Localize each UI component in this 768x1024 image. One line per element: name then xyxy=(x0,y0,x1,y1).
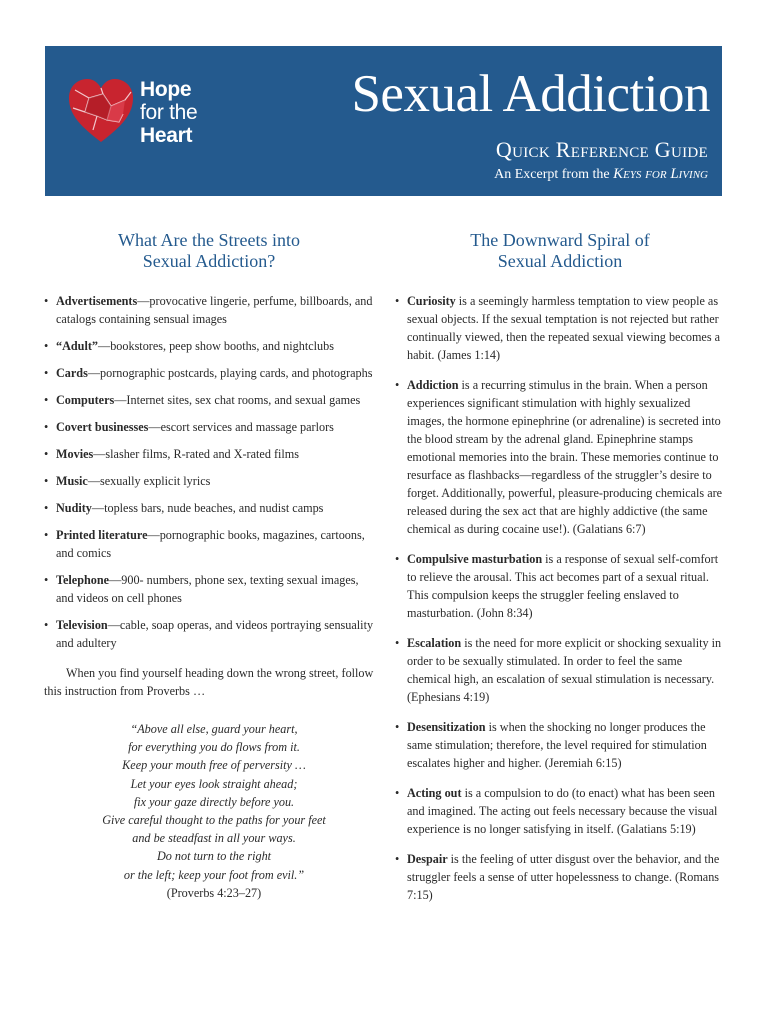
quote-line: for everything you do flows from it. xyxy=(128,740,300,755)
list-item xyxy=(44,364,374,382)
item-text: —pornographic books, magazines, cartoons, and comics xyxy=(56,528,365,560)
list-item xyxy=(395,550,725,622)
list-item xyxy=(44,391,374,409)
quote-reference: (Proverbs 4:23–27) xyxy=(166,885,262,900)
spiral-list xyxy=(395,292,725,904)
item-term: Curiosity xyxy=(407,294,456,308)
item-term: Cards xyxy=(56,366,88,380)
item-text: is when the shocking no longer produces the same stimulation; therefore, the level required for stimulation escalates higher and higher. (Jeremiah 6:15) xyxy=(407,720,707,770)
excerpt-note xyxy=(494,166,708,183)
item-term: Acting out xyxy=(407,786,462,800)
item-text: —bookstores, peep show booths, and nightclubs xyxy=(98,339,334,353)
logo-text xyxy=(140,78,197,147)
logo-line: Heart xyxy=(140,124,193,147)
heading-line: The Downward Spiral of xyxy=(470,230,650,250)
page-subtitle: Quick Reference Guide xyxy=(495,137,708,162)
quote-line: Keep your mouth free of perversity … xyxy=(122,758,306,773)
item-text: is a seemingly harmless temptation to view people as sexual objects. If the sexual temptation is not rejected but rather continually viewed, then the repeated sexual viewing becomes a habit. (James 1:14) xyxy=(407,294,721,362)
hope-for-the-heart-logo xyxy=(67,78,217,188)
list-item xyxy=(44,445,374,463)
list-item xyxy=(44,292,374,328)
list-item xyxy=(395,292,725,364)
list-item xyxy=(44,526,374,562)
item-text: —900- numbers, phone sex, texting sexual images, and videos on cell phones xyxy=(56,573,359,605)
item-term: Covert businesses xyxy=(56,420,149,434)
right-column xyxy=(395,230,725,916)
left-column xyxy=(44,230,374,902)
excerpt-book: Keys for Living xyxy=(613,166,708,182)
excerpt-prefix: An Excerpt from the xyxy=(494,167,614,182)
left-heading xyxy=(44,230,374,272)
page-title: Sexual Addiction xyxy=(351,65,710,123)
logo-line: Hope xyxy=(140,78,192,101)
list-item xyxy=(44,616,374,652)
item-term: Printed literature xyxy=(56,528,148,542)
item-term: Escalation xyxy=(407,636,462,650)
item-text: is a response of sexual self-comfort to relieve the arousal. This act becomes part of a sexual ritual. This compulsion keeps the struggler feeling enslaved to masturbation. (John 8:34) xyxy=(407,552,719,620)
item-text: is a compulsion to do (to enact) what has been seen and imagined. The acting out feels necessary because the visual experience is no longer satisfying in itself. (Galatians 5:19) xyxy=(407,786,718,836)
item-text: —cable, soap operas, and videos portraying sensuality and adultery xyxy=(56,618,374,650)
item-text: is the need for more explicit or shocking sexuality in order to be sexually stimulated. In order to feel the same chemical high, an escalation of sexual stimulation is necessary. (Ephesians 4:19) xyxy=(407,636,722,704)
item-term: Telephone xyxy=(56,573,110,587)
quote-line: Do not turn to the right xyxy=(156,849,272,864)
item-text: is a recurring stimulus in the brain. When a person experiences significant stimulation with highly sexualized images, the hormone epinephrine (or adrenaline) is secreted into the blood stream by the adrenal gland. Epinephrine stamps emotional memories into the brain. These memories continue to resurface as flashbacks—regardless of the struggler’s desire to forget. Additionally, powerful, pleasure-producing chemicals are released during the sex act that are highly addictive (the same chemical as during cocaine use!). (Galatians 6:7) xyxy=(407,378,723,536)
item-term: Computers xyxy=(56,393,115,407)
item-text: —Internet sites, sex chat rooms, and sexual games xyxy=(114,393,361,407)
item-text: —provocative lingerie, perfume, billboards, and catalogs containing sensual images xyxy=(56,294,373,326)
item-term: Movies xyxy=(56,447,94,461)
item-term: Advertisements xyxy=(56,294,138,308)
list-item xyxy=(44,571,374,607)
heading-line: Sexual Addiction? xyxy=(142,251,276,271)
heading-line: Sexual Addiction xyxy=(497,251,623,271)
item-term: “Adult” xyxy=(56,339,98,353)
list-item xyxy=(395,784,725,838)
header-banner xyxy=(45,46,722,196)
item-term: Addiction xyxy=(407,378,459,392)
item-term: Music xyxy=(56,474,88,488)
list-item xyxy=(395,376,725,538)
quote-line: or the left; keep your foot from evil.” xyxy=(123,867,305,882)
list-item xyxy=(395,634,725,706)
right-heading xyxy=(395,230,725,272)
heading-line: What Are the Streets into xyxy=(118,230,300,250)
quote-line: Let your eyes look straight ahead; xyxy=(130,776,298,791)
quote-line: “Above all else, guard your heart, xyxy=(130,722,298,736)
list-item xyxy=(44,499,374,517)
item-term: Desensitization xyxy=(407,720,486,734)
list-item xyxy=(44,472,374,490)
item-text: —pornographic postcards, playing cards, and photographs xyxy=(87,366,373,380)
item-text: —slasher films, R-rated and X-rated films xyxy=(93,447,300,461)
quote-line: fix your gaze directly before you. xyxy=(133,794,295,809)
heart-icon xyxy=(67,78,135,146)
list-item xyxy=(44,418,374,436)
item-text: is the feeling of utter disgust over the behavior, and the struggler feels a sense of utter hopelessness to change. (Romans 7:15) xyxy=(407,852,720,902)
quote-line: and be steadfast in all your ways. xyxy=(132,831,296,846)
item-text: —sexually explicit lyrics xyxy=(87,474,211,488)
streets-list xyxy=(44,292,374,652)
intro-paragraph: When you find yourself heading down the wrong street, follow this instruction from Proverbs … xyxy=(44,666,374,698)
item-text: —topless bars, nude beaches, and nudist camps xyxy=(91,501,324,515)
item-term: Despair xyxy=(407,852,448,866)
item-term: Nudity xyxy=(56,501,92,515)
list-item xyxy=(395,850,725,904)
item-term: Compulsive masturbation xyxy=(407,552,543,566)
list-item xyxy=(395,718,725,772)
item-term: Television xyxy=(56,618,108,632)
list-item xyxy=(44,337,374,355)
scripture-quote xyxy=(44,720,374,902)
item-text: —escort services and massage parlors xyxy=(148,420,334,434)
quote-line: Give careful thought to the paths for your feet xyxy=(102,813,326,828)
logo-line: for the xyxy=(140,101,198,124)
